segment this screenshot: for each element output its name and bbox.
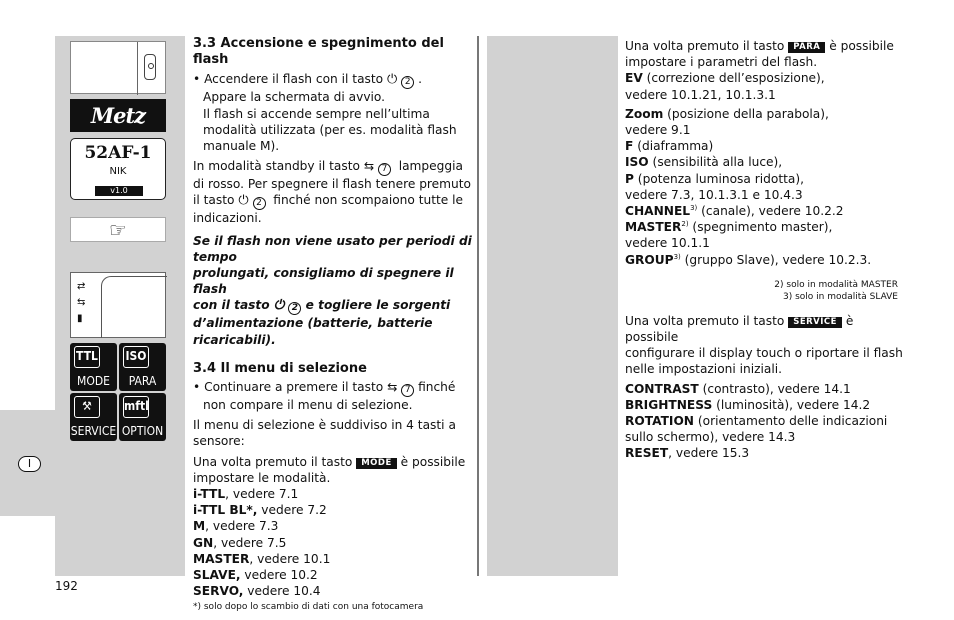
flash-side-device-icon — [70, 272, 166, 338]
list-item: MASTER, vedere 10.1 — [193, 551, 331, 566]
option-sensor-button: mftl OPTION — [119, 393, 166, 441]
pointing-hand-icon: ☞ — [70, 217, 166, 242]
section-heading-3-4: 3.4 Il menu di selezione — [193, 360, 367, 376]
list-item: M, vedere 7.3 — [193, 519, 279, 534]
switch-arrows-icon: ⇆ — [387, 380, 398, 395]
language-tab-badge: I — [18, 456, 41, 472]
power-icon: ⏻ — [238, 193, 249, 209]
list-item: SLAVE, vedere 10.2 — [193, 568, 318, 583]
power-icon: ⏻ — [273, 298, 285, 314]
service-key: SERVICE — [788, 317, 842, 328]
footnote-2: 2) solo in modalità MASTER — [774, 279, 898, 290]
arrow-in-icon: ⇄ — [77, 281, 86, 292]
footnote: *) solo dopo lo scambio di dati con una fotocamera — [193, 602, 424, 613]
section-heading-3-3: 3.3 Accensione e spegnimento del flash — [193, 36, 444, 68]
column-1-text: 3.3 Accensione e spegnimento del flash • Accendere il flash con il tasto ⏻ 2 . Appare la schermata di avvio. Il flash si accende sempre nell’ultima modalità utilizzata (per es. modalità flash manuale M). In modalità standby il tasto ⇆ 7 lampeggia di rosso. Per spegnere il flash tenere premuto il tasto ⏻ 2 finché non scompaiono tutte le indicazioni. Se il flash non viene usato per periodi di tempo prolungati, consigliamo di spegnere il flash con il tasto ⏻ 2 e togliere le sorgenti d’alimentazione (batterie, batterie ricaricabili). 3.4 Il menu di selezione • Continuare a premere il tasto ⇆ 7 finché non compare il menu di selezione. Il menu di selezione è suddiviso in 4 tasti a sensore: Una volta premuto il tasto MODE è possibile impostare le modalità. i-TTL, vedere 7.1 i-TTL BL*, vedere 7.2 M, vedere 7.3 GN, vedere 7.5 MASTER, vedere 10.1 SLAVE, vedere 10.2 SERVO, vedere 10.4 *) solo dopo lo scambio di dati con una fotocamera — [193, 36, 472, 613]
startup-screen-illustration — [70, 138, 166, 200]
note-text: Se il flash non viene usato per periodi di tempo — [193, 233, 472, 264]
circled-7: 7 — [401, 384, 414, 397]
column-2-text: Una volta premuto il tasto PARA è possibile impostare i parametri del flash. EV (correzione dell’esposizione), vedere 10.1.21, 10.1.3.1 Zoom (posizione della parabola), vedere 9.1 F (diaframma) ISO (sensibilità alla luce), P (potenza luminosa ridotta), vedere 7.3, 10.1.3.1 e 10.4.3 CHANNEL$^{3)}$ (canale), vedere 10.2.2 MASTER$^{2)}$ (spegnimento master), vedere 10.1.1 GROUP$^{3)}$ (gruppo Slave), vedere 10.2.3. 2) solo in modalità MASTER 3) solo in modalità SLAVE Una volta premuto il tasto SERVICE è possibile configurare il display touch o riportare il flash nelle impostazioni iniziali. CONTRAST (contrasto), vedere 14.1 BRIGHTNESS (luminosità), vedere 14.2 ROTATION (orientamento delle indicazioni sullo schermo), vedere 14.3 RESET, vedere 15.3 — [625, 38, 910, 462]
flash-top-device-icon — [70, 41, 166, 94]
mode-list — [193, 486, 473, 599]
footnote-3: 3) solo in modalità SLAVE — [783, 291, 898, 302]
service-sensor-button: ⚒ SERVICE — [70, 393, 117, 441]
power-icon: ⏻ — [387, 72, 398, 88]
circled-2: 2 — [401, 76, 414, 89]
page-number: 192 — [55, 579, 78, 593]
circled-7: 7 — [378, 163, 391, 176]
arrow-out-icon: ⇆ — [77, 297, 86, 308]
para-key: PARA — [788, 42, 825, 53]
list-item: i-TTL BL*, vedere 7.2 — [193, 503, 327, 518]
list-item: GN, vedere 7.5 — [193, 535, 287, 550]
mode-sensor-button: TTL MODE — [70, 343, 117, 391]
switch-arrows-icon: ⇆ — [363, 159, 375, 174]
list-item: SERVO, vedere 10.4 — [193, 584, 321, 599]
screen-model: 52AF-1 — [84, 143, 152, 163]
circled-2: 2 — [288, 302, 301, 315]
para-sensor-button: ISO PARA — [119, 343, 166, 391]
thermometer-icon: ▮ — [77, 313, 83, 324]
list-item: i-TTL, vedere 7.1 — [193, 487, 299, 502]
screen-version: v1.0 — [95, 186, 143, 196]
mode-key: MODE — [356, 458, 397, 469]
circled-2: 2 — [253, 197, 266, 210]
sensor-buttons-grid — [70, 343, 167, 441]
column-divider — [477, 36, 479, 576]
wrench-icon: ⚒ — [74, 396, 100, 418]
metz-logo: Metz — [70, 99, 166, 132]
screen-brand: NIK — [109, 166, 127, 177]
middle-icon-column — [487, 36, 618, 576]
